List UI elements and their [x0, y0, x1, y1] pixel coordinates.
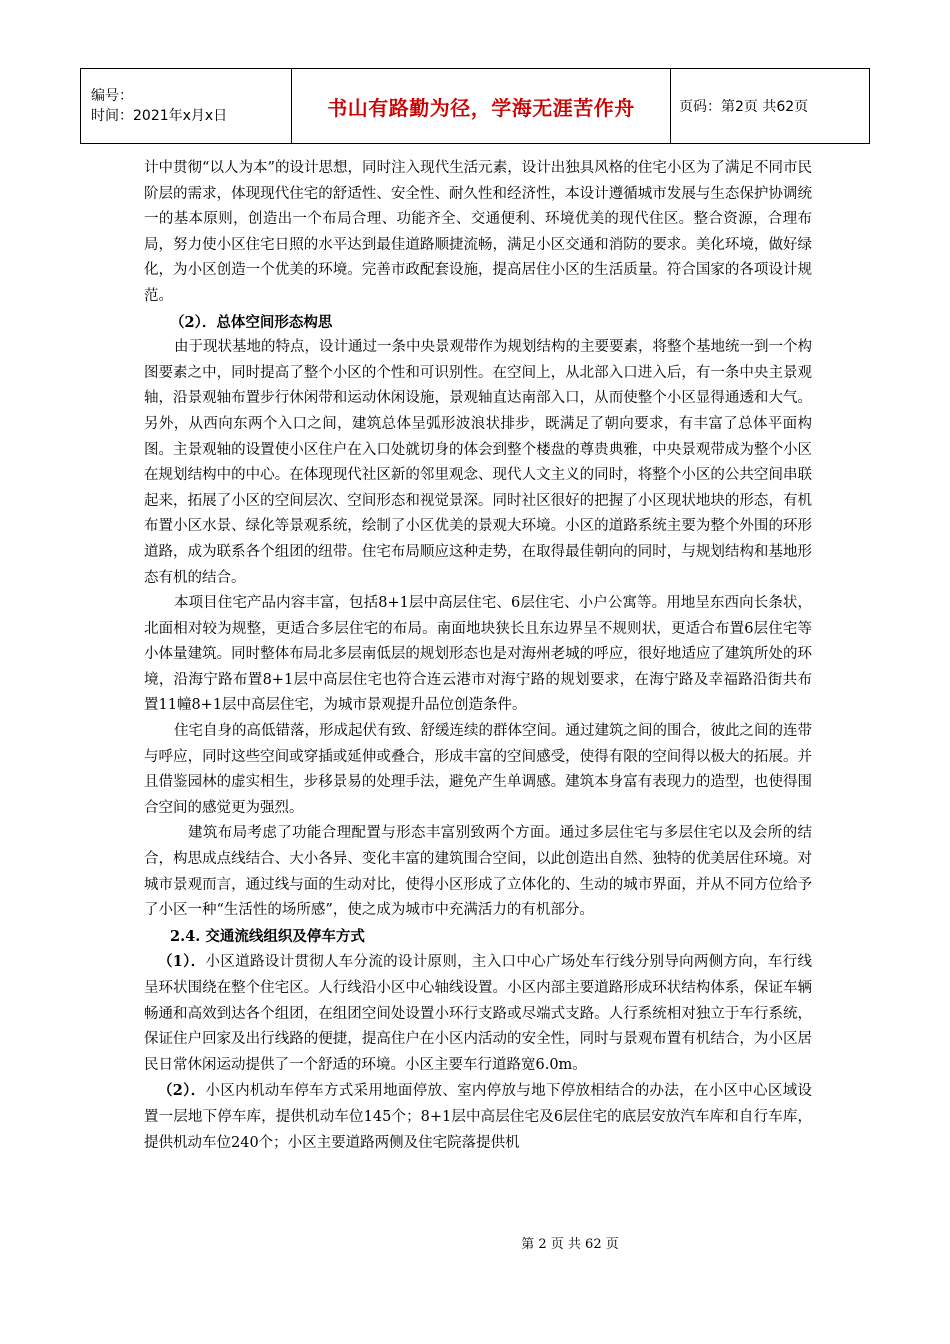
page-footer: 第 2 页 共 62 页 [521, 1237, 619, 1252]
header-motto: 书山有路勤为径，学海无涯苦作舟 [292, 69, 671, 144]
section-heading-traffic: 2.4. 交通流线组织及停车方式 [170, 927, 365, 945]
paragraph-building-massing: 住宅自身的高低错落，形成起伏有致、舒缓连续的群体空间。通过建筑之间的围合，彼此之间的连带与呼应，同时这些空间或穿插或延伸或叠合，形成丰富的空间感受，使得有限的空间得以极大的拓展。并且借鉴园林的虚实相生，步移景易的处理手法，避免产生单调感。建筑本身富有表现力的造型，也使得围合空间的感觉更为强烈。 [144, 723, 812, 816]
document-date: 时间：2021年x月x日 [91, 108, 228, 124]
paragraph-spatial-concept: 由于现状基地的特点，设计通过一条中央景观带作为规划结构的主要要素，将整个基地统一到一个构图要素之中，同时提高了整个小区的个性和可识别性。在空间上，从北部入口进入后，有一条中央主景观轴，沿景观轴布置步行休闲带和运动休闲设施，景观轴直达南部入口，从而使整个小区显得通透和大气。另外，从西向东两个入口之间，建筑总体呈弧形波浪状排步，既满足了朝向要求，有丰富了总体平面构图。主景观轴的设置使小区住户在入口处就切身的体会到整个楼盘的尊贵典雅，中央景观带成为整个小区在规划结构中的中心。在体现现代社区新的邻里观念、现代人文主义的同时，将整个小区的公共空间串联起来，拓展了小区的空间层次、空间形态和视觉景深。同时社区很好的把握了小区现状地块的形态，有机布置小区水景、绿化等景观系统，绘制了小区优美的景观大环境。小区的道路系统主要为整个外围的环形道路，成为联系各个组团的纽带。住宅布局顺应这种走势，在取得最佳朝向的同时，与规划结构和基地形态有机的结合。 [144, 339, 812, 586]
section-heading-spatial-form: （2）．总体空间形态构思 [170, 313, 333, 331]
paragraph-road-design [144, 949, 812, 1078]
item-number-1: （1）． [158, 953, 206, 971]
item-number-2: （2）． [158, 1082, 206, 1100]
paragraph-housing-products: 本项目住宅产品内容丰富，包括8+1层中高层住宅、6层住宅、小户公寓等。用地呈东西向长条状，北面相对较为规整，更适合多层住宅的布局。南面地块狭长且东边界呈不规则状，更适合布置6层住宅等小体量建筑。同时整体布局北多层南低层的规划形态也是对海州老城的呼应，很好地适应了建筑所处的环境，沿海宁路布置8+1层中高层住宅也符合连云港市对海宁路的规划要求，在海宁路及幸福路沿街共布置11幢8+1层中高层住宅，为城市景观提升品位创造条件。 [144, 595, 812, 714]
page-header [80, 68, 870, 144]
document-number-label: 编号： [91, 88, 133, 104]
header-meta [81, 69, 292, 144]
document-body [144, 156, 812, 1156]
header-page-info: 页码：第2页 共62页 [671, 69, 870, 144]
paragraph-parking [144, 1078, 812, 1156]
parking-text: 小区内机动车停车方式采用地面停放、室内停放与地下停放相结合的办法，在小区中心区域设置一层地下停车库，提供机动车位145个；8+1层中高层住宅及6层住宅的底层安放汽车库和自行车库，提供机动车位240个；小区主要道路两侧及住宅院落提供机 [144, 1083, 813, 1151]
paragraph-building-layout: 建筑布局考虑了功能合理配置与形态丰富别致两个方面。通过多层住宅与多层住宅以及会所的结合，构思成点线结合、大小各异、变化丰富的建筑围合空间，以此创造出自然、独特的优美居住环境。对城市景观而言，通过线与面的生动对比，使得小区形成了立体化的、生动的城市界面，并从不同方位给予了小区一种“生活性的场所感”，使之成为城市中充满活力的有机部分。 [144, 825, 812, 919]
paragraph-design-principles: 计中贯彻“以人为本”的设计思想，同时注入现代生活元素，设计出独具风格的住宅小区为了满足不同市民阶层的需求，体现现代住宅的舒适性、安全性、耐久性和经济性，本设计遵循城市发展与生态保护协调统一的基本原则，创造出一个布局合理、功能齐全、交通便利、环境优美的现代住区。整合资源，合理布局，努力使小区住宅日照的水平达到最佳道路顺捷流畅，满足小区交通和消防的要求。美化环境，做好绿化，为小区创造一个优美的环境。完善市政配套设施，提高居住小区的生活质量。符合国家的各项设计规范。 [144, 160, 812, 304]
road-design-text: 小区道路设计贯彻人车分流的设计原则，主入口中心广场处车行线分别导向两侧方向，车行线呈环状围绕在整个住宅区。人行线沿小区中心轴线设置。小区内部主要道路形成环状结构体系，保证车辆畅通和高效到达各个组团，在组团空间处设置小环行支路或尽端式支路。人行系统相对独立于车行系统，保证住户回家及出行线路的便捷，提高住户在小区内活动的安全性，同时与景观布置有机结合，为小区居民日常休闲运动提供了一个舒适的环境。小区主要车行道路宽6.0m。 [144, 954, 813, 1073]
